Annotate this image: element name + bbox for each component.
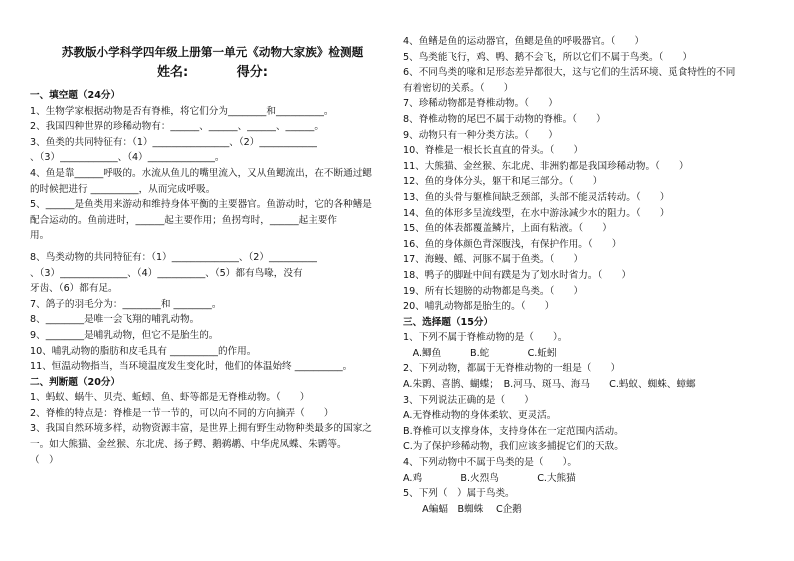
score-label: 得分: [236, 65, 268, 80]
name-score-row [30, 62, 395, 84]
question-line: 7、鸽子的羽毛分为：________和 ________。 [30, 298, 222, 310]
question-line: 4、鱼是靠______呼吸的。水流从鱼儿的嘴里流入，又从鱼鳃流出，在不断通过鳃 [30, 167, 372, 179]
question-line: 、（3）______________、（4）__________、（5）都有鸟喙，没有 [30, 267, 303, 279]
question-line: 8、脊椎动物的尾巴不属于动物的脊椎。（ ） [403, 113, 606, 125]
question-line: 3、鱼类的共同特征有：（1）________________、（2）____________ [30, 136, 317, 148]
left-questions [30, 88, 395, 468]
question-line: 9、动物只有一种分类方法。（ ） [403, 129, 558, 141]
question-line: 5、______是鱼类用来游动和维持身体平衡的主要器官。鱼游动时，它的各种鳍是 [30, 199, 372, 211]
question-line: 15、鱼的体表都覆盖鳞片，上面有粘液。（ ） [403, 223, 612, 235]
question-line: A.鸡 B.火烈鸟 C.大熊猫 [403, 472, 576, 484]
question-line: 3、下列说法正确的是（ ） [403, 394, 534, 406]
question-line: 8、________是唯一会飞翔的哺乳动物。 [30, 314, 200, 326]
question-line: 3、我国自然环境多样，动物资源丰富，是世界上拥有野生动物种类最多的国家之 [30, 423, 372, 435]
question-line: （ ） [30, 454, 59, 466]
question-line: 一、填空题（24分） [30, 90, 121, 101]
question-line: 用。 [30, 230, 50, 242]
question-line: 2、脊椎的特点是：脊椎是一节一节的，可以向不同的方向摘弄（ ） [30, 407, 334, 419]
question-line: 12、鱼的身体分头，躯干和尾三部分。（ ） [403, 176, 603, 188]
question-line: 三、选择题（15分） [403, 316, 494, 328]
right-questions [403, 34, 769, 517]
question-line: 11、恒温动物指当，当环境温度发生变化时，他们的体温始终 __________。 [30, 361, 353, 373]
question-line: 19、所有长翅膀的动物都是鸟类。（ ） [403, 285, 584, 297]
question-line: 5、下列（ ）属于鸟类。 [403, 488, 515, 500]
question-line: 一。如大熊猫、金丝猴、东北虎、扬子鳄、鹅鹈鹕、中华虎凤蝶、朱鹮等。 [30, 439, 347, 451]
question-line: 二、判断题（20分） [30, 376, 121, 388]
question-line: A蝙蝠 B蜘蛛 C企鹅 [403, 503, 522, 515]
question-line: 8、鸟类动物的共同特征有：（1）______________、（2）__________ [30, 251, 317, 263]
question-line: A.鲫鱼 B.蛇 C.蚯蚓 [403, 347, 557, 359]
question-line: 6、不同鸟类的喙和足形态差异都很大，这与它们的生活环境、觅食特性的不同 [403, 67, 736, 79]
question-line: 的时候把进行 __________，从而完成呼吸。 [30, 183, 216, 195]
question-line: A.无脊椎动物的身体柔软、更灵活。 [403, 410, 557, 422]
question-line: 9、________是哺乳动物，但它不是胎生的。 [30, 329, 219, 341]
question-line: 4、鱼鳍是鱼的运动器官，鱼鳃是鱼的呼吸器官。（ ） [403, 36, 645, 47]
question-line: 7、珍稀动物都是脊椎动物。（ ） [403, 98, 558, 110]
question-line: 10、脊椎是一根长长直直的骨头。（ ） [403, 145, 584, 157]
question-line: 1、蚂蚁、蜗牛、贝壳、蚯蚓、鱼、虾等都是无脊椎动物。（ ） [30, 392, 310, 404]
right-column [403, 34, 769, 517]
question-line: 10、哺乳动物的脂肪和皮毛具有 __________的作用。 [30, 345, 257, 357]
question-line: A.朱鹮、喜鹊、蝴蝶； B.河马、斑马、海马 C.蚂蚁、蜘蛛、蟑螂 [403, 379, 696, 391]
question-line: 17、海鳗、鳐、河豚不属于鱼类。（ ） [403, 254, 584, 266]
question-line: 1、生物学家根据动物是否有脊椎，将它们分为________和__________。 [30, 105, 334, 117]
question-line: C.为了保护珍稀动物，我们应该多捕捉它们的天敌。 [403, 441, 624, 453]
left-column [30, 34, 395, 468]
question-line: 16、鱼的身体颜色背深腹浅，有保护作用。（ ） [403, 238, 622, 250]
question-line: 配合运动的。鱼前进时，______起主要作用；鱼拐弯时，______起主要作 [30, 214, 337, 226]
question-line: 2、我国四种世界的珍稀动物有：______、______、______、______。 [30, 121, 324, 133]
question-line: 4、下列动物中不属于鸟类的是（ ）。 [403, 457, 577, 469]
page-title: 苏教版小学科学四年级上册第一单元《动物大家族》检测题 [61, 45, 364, 59]
name-label: 姓名: [157, 65, 189, 80]
question-line: B.脊椎可以支撑身体，支持身体在一定范围内活动。 [403, 425, 624, 437]
question-line: 1、下列不属于脊椎动物的是（ ）。 [403, 332, 568, 344]
question-line: 2、下列动物，都属于无脊椎动物的一组是（ ） [403, 363, 621, 375]
question-line: 13、鱼的头骨与躯椎间缺乏颈部，头部不能灵活转动。（ ） [403, 191, 670, 203]
question-line: 有着密切的关系。（ ） [403, 82, 514, 94]
question-line: 20、哺乳动物都是胎生的。（ ） [403, 301, 555, 313]
question-line: 14、鱼的体形多呈流线型，在水中游泳减少水的阻力。（ ） [403, 207, 670, 219]
question-line: 5、鸟类能飞行，鸡、鸭、鹅不会飞，所以它们不属于鸟类。（ ） [403, 51, 693, 63]
question-line: 11、大熊猫、金丝猴、东北虎、非洲豹都是我国珍稀动物。（ ） [403, 160, 689, 172]
question-line: 牙齿、（6）都有足。 [30, 283, 118, 295]
question-line: 、（3）____________、（4）______________。 [30, 152, 225, 164]
question-line: 18、鸭子的脚趾中间有蹼是为了划水时省力。（ ） [403, 269, 632, 281]
